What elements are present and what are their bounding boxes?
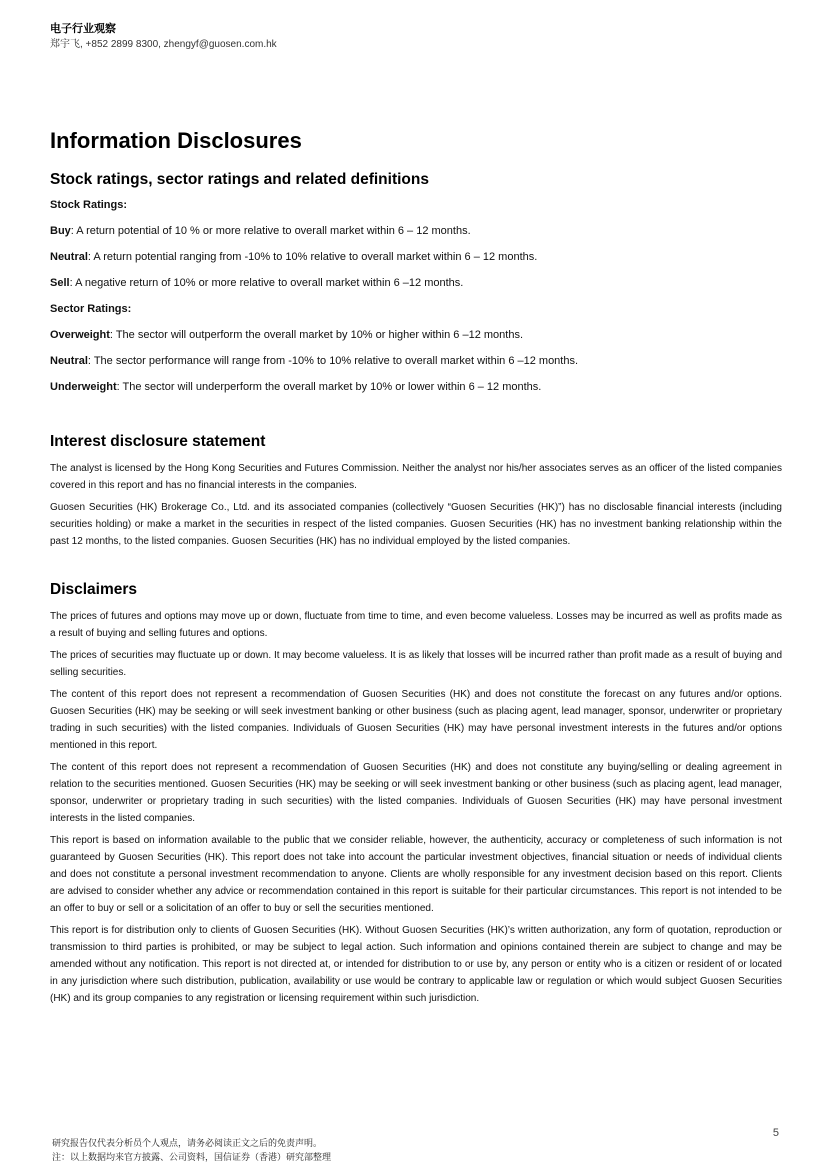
analyst-contact: 郑宇飞, +852 2899 8300, zhengyf@guosen.com.hk	[50, 39, 277, 50]
footer-disclaimer-note: 研究报告仅代表分析员个人观点，请务必阅读正文之后的免责声明。	[52, 1139, 323, 1149]
rating-name: Neutral	[50, 355, 88, 367]
disclaimer-paragraph: This report is based on information available to the public that we consider reliable, however, the authenticity, accuracy or completeness of such information is not guaranteed by Guosen Securities (HK). This report does not take into account the particular investment objectives, financial situation or needs of individual clients and does not constitute a personal investment recommendation to anyone. Clients are wholly responsible for any investment decision based on this report. Clients are advised to consider whether any advice or recommendation contained in this report is suitable for their particular circumstances. This report is not intended to be an offer to buy or sell or a solicitation of an offer to buy or sell the securities mentioned.	[50, 835, 782, 914]
stock-rating-neutral	[50, 250, 782, 264]
sector-rating-underweight	[50, 380, 782, 394]
rating-name: Sell	[50, 277, 70, 289]
disclaimers-heading: Disclaimers	[50, 581, 138, 598]
page-title: Information Disclosures	[50, 128, 302, 153]
sector-rating-neutral	[50, 354, 782, 368]
disclosure-content	[50, 124, 782, 1012]
disclaimer-paragraph: The prices of securities may fluctuate up or down. It may become valueless. It is as likely that losses will be incurred rather than profit made as a result of buying and selling securities.	[50, 650, 782, 678]
sector-ratings-label: Sector Ratings:	[50, 303, 132, 315]
footer-source-note: 注：以上数据均来官方披露、公司资料，国信证券（香港）研究部整理	[52, 1153, 332, 1163]
disclaimer-paragraph: The content of this report does not represent a recommendation of Guosen Securities (HK) and does not constitute the forecast on any futures and/or options. Guosen Securities (HK) may be seeking or will seek investment banking or other business (such as placing agent, lead manager, sponsor, underwriter or proprietary trading in such securities) with the listed companies. Individuals of Guosen Securities (HK) may have personal investment interests in the futures and/or options mentioned in this report.	[50, 689, 782, 751]
rating-definition: : The sector performance will range from -10% to 10% relative to overall market within 6 –12 months.	[87, 355, 579, 367]
sector-rating-overweight	[50, 328, 782, 342]
rating-name: Underweight	[50, 381, 117, 393]
stock-ratings-label: Stock Ratings:	[50, 199, 128, 211]
rating-name: Buy	[50, 225, 71, 237]
rating-definition: : The sector will underperform the overall market by 10% or lower within 6 – 12 months.	[116, 381, 542, 393]
disclaimer-paragraph: The content of this report does not represent a recommendation of Guosen Securities (HK) and does not constitute any buying/selling or dealing agreement in relation to the securities mentioned. Guosen Securities (HK) may be seeking or will seek investment banking or other business (such as placing agent, lead manager, sponsor, underwriter or proprietary trading in such securities) with the listed companies. Individuals of Guosen Securities (HK) may have personal investment interests in the listed companies.	[50, 762, 782, 824]
rating-definition: : A negative return of 10% or more relative to overall market within 6 –12 months.	[69, 277, 464, 289]
rating-name: Overweight	[50, 329, 110, 341]
rating-definition: : A return potential of 10 % or more relative to overall market within 6 – 12 months.	[70, 225, 471, 237]
ratings-heading: Stock ratings, sector ratings and related definitions	[50, 171, 429, 188]
report-series-title: 电子行业观察	[50, 22, 116, 35]
page-number: 5	[772, 1127, 779, 1139]
stock-rating-sell	[50, 276, 782, 290]
rating-definition: : A return potential ranging from -10% to 10% relative to overall market within 6 – 12 months.	[87, 251, 538, 263]
page-footer	[52, 1137, 331, 1165]
page-header	[50, 22, 277, 51]
interest-paragraph: Guosen Securities (HK) Brokerage Co., Ltd. and its associated companies (collectively “Guosen Securities (HK)”) has no disclosable financial interests (including securities holding) or make a market in the securities in respect of the listed companies. Guosen Securities (HK) has no investment banking relationship within the past 12 months, to the listed companies. Guosen Securities (HK) has no individual employed by the listed companies.	[50, 502, 782, 547]
stock-rating-buy	[50, 224, 782, 238]
disclaimer-paragraph: The prices of futures and options may move up or down, fluctuate from time to time, and even become valueless. Losses may be incurred as well as profits made as a result of buying and selling futures and options.	[50, 611, 782, 639]
interest-disclosure-heading: Interest disclosure statement	[50, 433, 266, 450]
rating-definition: : The sector will outperform the overall market by 10% or higher within 6 –12 months.	[109, 329, 524, 341]
interest-paragraph: The analyst is licensed by the Hong Kong Securities and Futures Commission. Neither the analyst nor his/her associates serves as an officer of the listed companies covered in this report and has no financial interests in the companies.	[50, 463, 782, 491]
rating-name: Neutral	[50, 251, 88, 263]
disclaimer-paragraph: This report is for distribution only to clients of Guosen Securities (HK). Without Guosen Securities (HK)’s written authorization, any form of quotation, reproduction or transmission to third parties is prohibited, or may be subject to legal action. Such information and opinions contained therein are subject to change and may be amended without any notification. This report is not directed at, or intended for distribution to or use by, any person or entity who is a citizen or resident of or located in any jurisdiction where such distribution, publication, availability or use would be contrary to applicable law or regulation or which would subject Guosen Securities (HK) and its group companies to any registration or licensing requirement within such jurisdiction.	[50, 925, 782, 1004]
